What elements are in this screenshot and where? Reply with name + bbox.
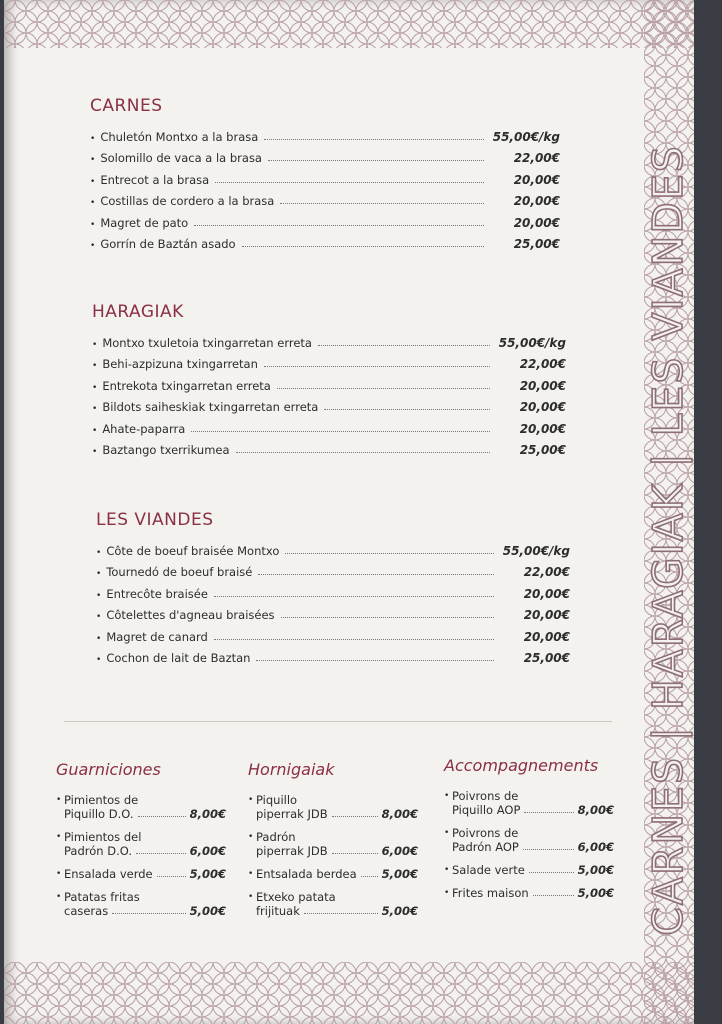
menu-item: • Ahate-paparra 20,00€ [92,421,566,436]
section-les-viandes [96,510,570,665]
side-column-accompagnements [444,756,614,909]
menu-page [4,0,694,1024]
side-item: • Padrón piperrak JDB 6,00€ [248,830,418,858]
divider [64,721,612,722]
menu-item: • Baztango txerrikumea 25,00€ [92,443,566,457]
decorative-pattern-bottom [4,962,694,1024]
side-item: • Etxeko patata frijituak 5,00€ [248,890,418,918]
menu-item: • Behi-azpizuna txingarretan 22,00€ [92,357,566,371]
menu-item: • Magret de pato 20,00€ [90,215,560,230]
menu-item: • Bildots saiheskiak txingarretan erreta 20,00€ [92,400,566,414]
menu-item: • Cochon de lait de Baztan 25,00€ [96,651,570,665]
menu-item: • Entrecot a la brasa 20,00€ [90,172,560,187]
menu-item: • Entrecôte braisée 20,00€ [96,586,570,601]
side-column-hornigaiak [248,760,418,927]
menu-item: • Entrekota txingarretan erreta 20,00€ [92,378,566,393]
menu-item: • Costillas de cordero a la brasa 20,00€ [90,194,560,208]
section-title: HARAGIAK [92,302,184,322]
side-item: • Ensalada verde 5,00€ [56,867,226,881]
section-title: LES VIANDES [96,510,214,530]
side-item: • Piquillo piperrak JDB 8,00€ [248,793,418,821]
menu-item: • Chuletón Montxo a la brasa 55,00€/kg [90,129,560,144]
section-carnes [90,96,560,251]
decorative-pattern-top [4,0,694,48]
side-item: • Pimientos de Piquillo D.O. 8,00€ [56,793,226,821]
menu-item: • Solomillo de vaca a la brasa 22,00€ [90,151,560,165]
vertical-section-title: CARNES | HARAGIAK | LES VIANDES [644,144,692,936]
side-title: Hornigaiak [248,760,335,779]
menu-item: • Tournedó de boeuf braisé 22,00€ [96,565,570,579]
menu-item: • Côte de boeuf braisée Montxo 55,00€/kg [96,543,570,558]
side-item: • Pimientos del Padrón D.O. 6,00€ [56,830,226,858]
side-item: • Salade verte 5,00€ [444,863,614,877]
side-item: • Patatas fritas caseras 5,00€ [56,890,226,918]
section-haragiak [92,302,566,457]
section-title: CARNES [90,96,163,116]
side-title: Accompagnements [444,756,599,775]
side-item: • Poivrons de Piquillo AOP 8,00€ [444,789,614,817]
side-column-guarniciones [56,760,226,927]
side-item: • Poivrons de Padrón AOP 6,00€ [444,826,614,854]
item-list [92,328,566,457]
item-list [90,122,560,251]
side-title: Guarniciones [56,760,161,779]
side-item: • Entsalada berdea 5,00€ [248,867,418,881]
menu-item: • Côtelettes d'agneau braisées 20,00€ [96,608,570,622]
item-list [96,536,570,665]
menu-item: • Gorrín de Baztán asado 25,00€ [90,237,560,251]
menu-item: • Montxo txuletoia txingarretan erreta 55,00€/kg [92,335,566,350]
menu-item: • Magret de canard 20,00€ [96,629,570,644]
side-item: • Frites maison 5,00€ [444,886,614,900]
